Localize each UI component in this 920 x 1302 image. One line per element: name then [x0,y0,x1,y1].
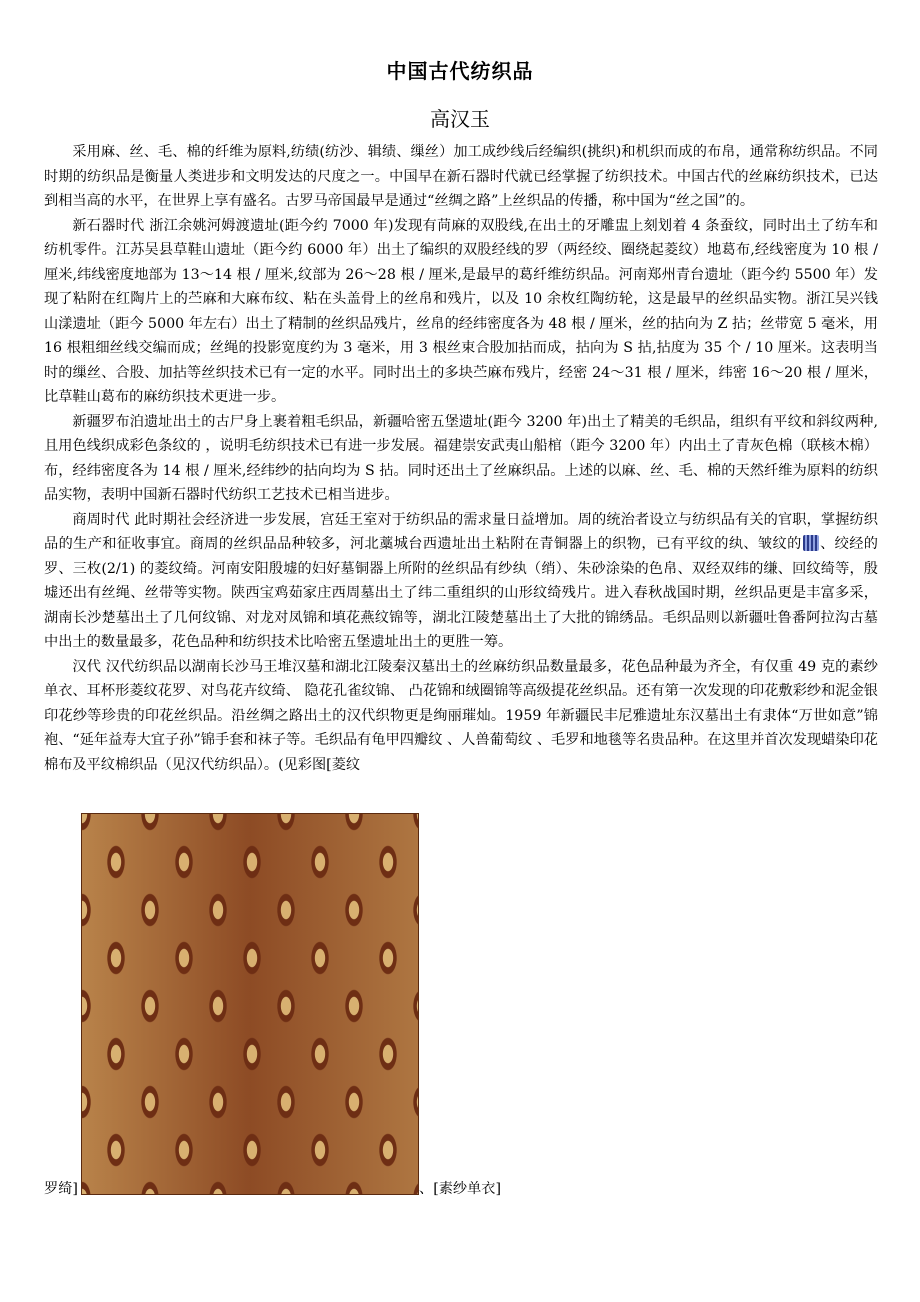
fabric-photo-rhombus-silk [81,813,419,1195]
paragraph-xinjiang: 新疆罗布泊遗址出土的古尸身上裹着粗毛织品，新疆哈密五堡遗址(距今 3200 年)出土了精美的毛织品，组织有平纹和斜纹两种,且用色线织成彩色条纹的 ，说明毛纺织技术已有进一步发展。福建崇安武夷山船棺（距今 3200 年）内出土了青灰色棉（联核木棉）布，经纬密度各为 14 根 / 厘米,经纬纱的拈向均为 S 拈。同时还出土了丝麻织品。上述的以麻、丝、毛、棉的天然纤维为原料的纺织品实物，表明中国新石器时代纺织工艺技术已相当进步。 [44,413,878,503]
paragraph-han: 汉代 汉代纺织品以湖南长沙马王堆汉墓和湖北江陵秦汉墓出土的丝麻纺织品数量最多，花色品种最为齐全，有仅重 49 克的素纱单衣、耳杯形菱纹花罗、对鸟花卉纹绮、 隐花孔雀纹锦、 凸花锦和绒圈锦等高级提花丝织品。还有第一次发现的印花敷彩纱和泥金银印花纱等珍贵的印花丝织品。沿丝绸之路出土的汉代织物更是绚丽璀灿。1959 年新疆民丰尼雅遗址东汉墓出土有隶体“万世如意”锦袍、“延年益寿大宜子孙”锦手套和袜子等。毛织品有龟甲四瓣纹 、人兽葡萄纹 、毛罗和地毯等名贵品种。在这里并首次发现蜡染印花棉布及平纹棉织品（见汉代纺织品）。(见彩图[菱纹 [44,658,878,773]
caption-right: 、[素纱单衣] [419,1181,502,1197]
paragraph-intro: 采用麻、丝、毛、棉的纤维为原料,纺绩(纺沙、辑绩、缫丝）加工成纱线后经编织(挑织)和机织而成的布帛，通常称纺织品。不同时期的纺织品是衡量人类进步和文明发达的尺度之一。中国早在新石器时代就已经掌握了纺织技术。中国古代的丝麻纺织技术，已达到相当高的水平，在世界上享有盛名。古罗马帝国最早是通过“丝绸之路”上丝织品的传播，称中国为“丝之国”的。 [44,144,878,209]
paragraph-neolithic: 新石器时代 浙江余姚河姆渡遗址(距今约 7000 年)发现有苘麻的双股线,在出土的牙雕盅上刻划着 4 条蚕纹，同时出土了纺车和纺机零件。江苏吴县草鞋山遗址（距今约 6000 年）出土了编织的双股经线的罗（两经绞、圈绕起菱纹）地葛布,经线密度为 10 根 / 厘米,纬线密度地部为 13～14 根 / 厘米,纹部为 26～28 根 / 厘米,是最早的葛纤维纺织品。河南郑州青台遗址（距今约 5500 年）发现了粘附在红陶片上的苎麻和大麻布纹、粘在头盖骨上的丝帛和残片，以及 10 余枚红陶纺轮，这是最早的丝织品实物。浙江吴兴钱山漾遗址（距今 5000 年左右）出土了精制的丝织品残片，丝帛的经纬密度各为 48 根 / 厘米，丝的拈向为 Z 拈；丝带宽 5 毫米，用 16 根粗细丝线交编而成；丝绳的投影宽度约为 3 毫米，用 3 根丝束合股加拈而成，拈向为 S 拈,拈度为 35 个 / 10 厘米。这表明当时的缫丝、合股、加拈等丝织技术已有一定的水平。同时出土的多块苎麻布残片，经密 24～31 根 / 厘米，纬密 16～20 根 / 厘米，比草鞋山葛布的麻纺织技术更进一步。 [44,217,878,405]
caption-left: 罗绮] [44,1181,78,1197]
paragraph-shang-zhou-part2: 、绞经的罗、三枚(2/1) 的菱纹绮。河南安阳殷墟的妇好墓铜器上所附的丝织品有纱纨（绡）、朱砂涂染的色帛、双经双纬的缣、回纹绮等，殷墟还出有丝绳、丝带等实物。陕西宝鸡茹家庄西周墓出土了纬二重组织的山形纹绮残片。进入春秋战国时期，丝织品更是丰富多采，湖南长沙楚墓出土了几何纹锦、对龙对凤锦和填花燕纹锦等，湖北江陵楚墓出土了大批的锦绣品。毛织品则以新疆吐鲁番阿拉沟古墓中出土的数量最多，花色品种和纺织技术比哈密五堡遗址出土的更胜一筹。 [44,536,878,650]
author-name: 高汉玉 [430,107,490,131]
article-body [44,140,878,777]
paragraph-shang-zhou [44,508,878,655]
paragraph-shang-zhou-part1: 商周时代 此时期社会经济进一步发展，宫廷王室对于纺织品的需求量日益增加。周的统治者设立与纺织品有关的官职，掌握纺织品的生产和征收事宜。商周的丝织品品种较多，河北藁城台西遗址出土粘附在青铜器上的织物，已有平纹的纨、皱纹的 [44,511,878,552]
document-title: 中国古代纺织品 [386,59,534,83]
inline-glyph-image [803,535,819,551]
